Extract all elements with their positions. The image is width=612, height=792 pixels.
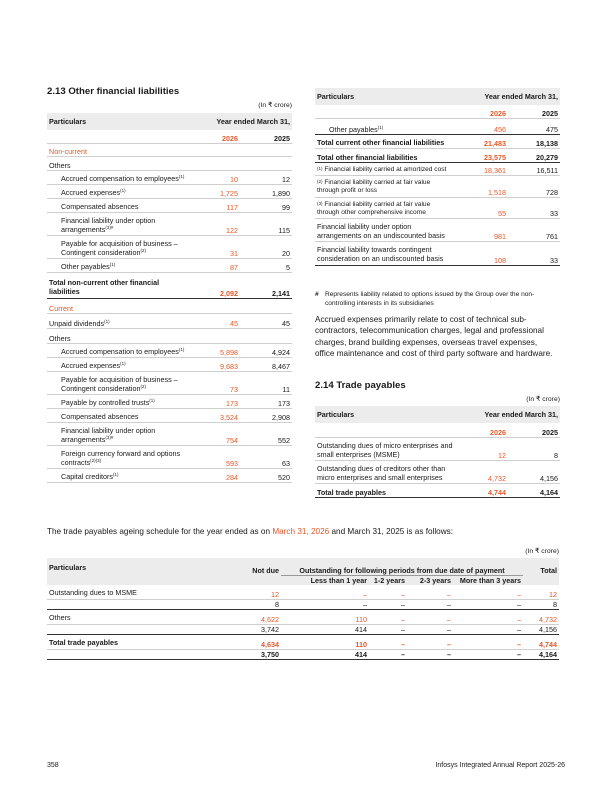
row-sup: (1) — [149, 398, 155, 403]
row-label: Payable for acquisition of business – Contingent consideration$^{(2)}$ — [47, 236, 188, 259]
row-label: Financial liability under option arrangements$^{(3)\#}$ — [47, 423, 188, 446]
current-row — [47, 395, 292, 409]
ageing-row — [47, 649, 559, 659]
head-particulars: Particulars — [47, 113, 188, 130]
current-row — [47, 423, 292, 446]
row-value-2026: 4,732 — [456, 461, 508, 484]
ageing-cell: 3,750 — [227, 649, 281, 659]
ageing-cell: 414 — [281, 624, 369, 634]
row-value-2026: 754 — [188, 423, 240, 446]
ageing-sub-1-2: 1-2 years — [369, 575, 407, 585]
ageing-cell: 8 — [523, 599, 559, 609]
trade-payable-row — [315, 438, 560, 461]
ageing-table — [47, 558, 559, 660]
other-payables-2025: 475 — [508, 119, 560, 135]
year-2026-cont: 2026 — [456, 105, 508, 119]
ageing-row-label — [47, 649, 227, 659]
row-sup: (1) — [178, 174, 185, 179]
table-213-left — [47, 113, 292, 483]
ageing-head-notdue: Not due — [227, 558, 281, 575]
total-other-label: Total other financial liabilities — [315, 149, 456, 163]
section-214-title: 2.14 Trade payables — [315, 380, 406, 391]
row-value-2025: 63 — [240, 446, 292, 469]
row-value-2026: 284 — [188, 469, 240, 483]
row-label: Payable for acquisition of business – Contingent consideration$^{(2)}$ — [47, 372, 188, 395]
row-value-2025: 5 — [240, 259, 292, 273]
year-2025-cont: 2025 — [508, 105, 560, 119]
row-value-2025: 11 — [240, 372, 292, 395]
ageing-cell: – — [369, 609, 407, 624]
ageing-cell: – — [281, 599, 369, 609]
ageing-cell: 12 — [227, 585, 281, 600]
row-sup: (1) — [109, 262, 116, 267]
current-row — [47, 358, 292, 372]
ageing-head-group: Outstanding for following periods from due date of payment — [281, 558, 523, 575]
row-value-2026: 3,524 — [188, 409, 240, 423]
total-noncurrent-2026: 2,092 — [188, 273, 240, 299]
current-row — [47, 409, 292, 423]
noncurrent-row — [47, 199, 292, 213]
row-label: Compensated absences — [47, 409, 188, 423]
row-value-2026: 9,683 — [188, 358, 240, 372]
row-sup: (2) — [140, 384, 147, 389]
row-label: $^{(1)}$ Financial liability carried at amortized cost — [315, 163, 456, 176]
row-label: Capital creditors$^{(1)}$ — [47, 469, 188, 483]
head-particulars-214: Particulars — [315, 406, 456, 423]
ageing-head-particulars: Particulars — [47, 558, 227, 575]
ageing-cell: – — [407, 649, 453, 659]
other-payables-label: Other payables$^{(1)}$ — [315, 119, 456, 135]
total-trade-payables-2026: 4,744 — [456, 484, 508, 498]
row-label: Outstanding dues of micro enterprises and small enterprises (MSME) — [315, 438, 456, 461]
current-row — [47, 446, 292, 469]
total-other-2025: 20,279 — [508, 149, 560, 163]
ageing-sub-2-3: 2-3 years — [407, 575, 453, 585]
trade-payable-rows — [315, 438, 560, 484]
row-label: Payable by controlled trusts$^{(1)}$ — [47, 395, 188, 409]
fair-value-row — [315, 163, 560, 176]
unpaid-dividends-2026: 45 — [188, 314, 240, 329]
noncurrent-row — [47, 213, 292, 236]
ageing-row-label — [47, 599, 227, 609]
ageing-cell: 4,156 — [523, 624, 559, 634]
footnote — [315, 291, 560, 308]
row-value-2025: 8,467 — [240, 358, 292, 372]
head-year-214: Year ended March 31, — [456, 406, 560, 423]
contingent-undiscounted-2025: 33 — [508, 242, 560, 266]
row-sup: (1) — [178, 347, 185, 352]
others-label-current: Others — [47, 329, 292, 344]
row-label: Financial liability under option arrangements$^{(3)\#}$ — [47, 213, 188, 236]
others-label: Others — [47, 157, 292, 171]
ageing-rows — [47, 585, 559, 660]
ageing-cell: – — [407, 634, 453, 649]
row-sup: (3)# — [105, 435, 114, 440]
ageing-cell: – — [369, 585, 407, 600]
ageing-cell: – — [369, 599, 407, 609]
row-value-2025: 12 — [240, 171, 292, 185]
current-row — [47, 372, 292, 395]
ageing-sub-gt3: More than 3 years — [453, 575, 523, 585]
row-value-2025: 552 — [240, 423, 292, 446]
year-2025-214: 2025 — [508, 423, 560, 438]
unpaid-dividends-label: Unpaid dividends$^{(1)}$ — [47, 314, 188, 329]
ageing-cell: – — [453, 585, 523, 600]
ageing-row — [47, 585, 559, 600]
head-year-cont: Year ended March 31, — [456, 88, 560, 105]
ageing-cell: – — [453, 609, 523, 624]
row-label: $^{(2)}$ Financial liability carried at fair value through profit or loss — [315, 176, 456, 197]
ageing-cell: – — [453, 624, 523, 634]
row-value-2026: 5,898 — [188, 344, 240, 358]
noncurrent-row — [47, 185, 292, 199]
section-213-title: 2.13 Other financial liabilities — [47, 86, 180, 97]
year-2026-214: 2026 — [456, 423, 508, 438]
noncurrent-label: Non-current — [47, 144, 292, 157]
row-value-2026: 73 — [188, 372, 240, 395]
row-value-2025: 1,890 — [240, 185, 292, 199]
row-label: Accrued expenses$^{(1)}$ — [47, 185, 188, 199]
ageing-cell: 110 — [281, 609, 369, 624]
ageing-row — [47, 634, 559, 649]
footnote-text: Represents liability related to options issued by the Group over the non-controlling interests in its subsidiaries — [325, 291, 535, 307]
option-undiscounted-label: Financial liability under option arrangements on an undiscounted basis — [315, 219, 456, 242]
fair-value-rows — [315, 163, 560, 219]
noncurrent-row — [47, 259, 292, 273]
ageing-cell: – — [281, 585, 369, 600]
row-value-2026: 55 — [456, 197, 508, 218]
ageing-cell: 3,742 — [227, 624, 281, 634]
contingent-undiscounted-label: Financial liability towards contingent consideration on an undiscounted basis — [315, 242, 456, 266]
ageing-cell: 12 — [523, 585, 559, 600]
row-sup: (3) — [317, 200, 323, 206]
current-row — [47, 469, 292, 483]
fair-value-row — [315, 176, 560, 197]
row-value-2025: 728 — [508, 176, 560, 197]
row-value-2025: 33 — [508, 197, 560, 218]
ageing-cell: – — [407, 599, 453, 609]
option-undiscounted-2026: 981 — [456, 219, 508, 242]
row-value-2025: 8 — [508, 438, 560, 461]
ageing-cell: – — [369, 649, 407, 659]
ageing-cell: 4,622 — [227, 609, 281, 624]
row-value-2026: 593 — [188, 446, 240, 469]
table-213-right — [315, 88, 560, 266]
row-value-2025: 115 — [240, 213, 292, 236]
ageing-cell: 414 — [281, 649, 369, 659]
ageing-cell: 110 — [281, 634, 369, 649]
ageing-row-label: Total trade payables — [47, 634, 227, 649]
ageing-row-label — [47, 624, 227, 634]
row-value-2026: 18,361 — [456, 163, 508, 176]
row-value-2025: 16,511 — [508, 163, 560, 176]
ageing-row-label: Outstanding dues to MSME — [47, 585, 227, 600]
row-sup: (3)# — [105, 225, 114, 230]
row-label: Accrued compensation to employees$^{(1)}$ — [47, 171, 188, 185]
ageing-row — [47, 609, 559, 624]
ageing-row — [47, 624, 559, 634]
row-value-2026: 10 — [188, 171, 240, 185]
row-sup: (2)(3) — [90, 458, 102, 463]
row-value-2025: 4,156 — [508, 461, 560, 484]
row-label: Other payables$^{(1)}$ — [47, 259, 188, 273]
ageing-cell: – — [453, 634, 523, 649]
row-sup: (2) — [140, 248, 147, 253]
table-214 — [315, 406, 560, 498]
total-current-label: Total current other financial liabilities — [315, 135, 456, 149]
total-current-2025: 18,138 — [508, 135, 560, 149]
row-label: Outstanding dues of creditors other than micro enterprises and small enterprises — [315, 461, 456, 484]
head-year: Year ended March 31, — [188, 113, 292, 130]
year-2025: 2025 — [240, 130, 292, 144]
row-value-2025: 20 — [240, 236, 292, 259]
ageing-row-label: Others — [47, 609, 227, 624]
row-sup: (1) — [120, 188, 126, 193]
ageing-cell: – — [369, 634, 407, 649]
ageing-unit: (In ₹ crore) — [525, 548, 559, 555]
noncurrent-rows — [47, 171, 292, 273]
ageing-cell: 4,732 — [523, 609, 559, 624]
option-undiscounted-2025: 761 — [508, 219, 560, 242]
ageing-cell: – — [369, 624, 407, 634]
row-label: Foreign currency forward and options contracts$^{(2)(3)}$ — [47, 446, 188, 469]
ageing-sub-lt1: Less than 1 year — [281, 575, 369, 585]
ageing-cell: – — [407, 609, 453, 624]
section-214-unit: (In ₹ crore) — [526, 396, 560, 403]
ageing-row — [47, 599, 559, 609]
row-sup: (2) — [317, 179, 323, 185]
report-title: Infosys Integrated Annual Report 2025-26 — [435, 762, 565, 769]
row-label: Accrued compensation to employees$^{(1)}$ — [47, 344, 188, 358]
ageing-cell: – — [407, 624, 453, 634]
total-trade-payables-label: Total trade payables — [315, 484, 456, 498]
current-row — [47, 344, 292, 358]
row-value-2026: 122 — [188, 213, 240, 236]
row-label: $^{(3)}$ Financial liability carried at fair value through other comprehensive income — [315, 197, 456, 218]
accrued-expenses-paragraph: Accrued expenses primarily relate to cost of technical sub-contractors, telecommunication charges, legal and professional charges, brand building expenses, overseas travel expenses, office maintenance and cost of third party software and hardware. — [315, 315, 553, 359]
row-label: Accrued expenses$^{(1)}$ — [47, 358, 188, 372]
current-label: Current — [47, 299, 292, 314]
ageing-cell: 4,164 — [523, 649, 559, 659]
ageing-cell: – — [453, 599, 523, 609]
ageing-cell: 8 — [227, 599, 281, 609]
other-payables-2026: 456 — [456, 119, 508, 135]
row-value-2025: 99 — [240, 199, 292, 213]
head-particulars-cont: Particulars — [315, 88, 456, 105]
row-value-2025: 520 — [240, 469, 292, 483]
ageing-cell: 4,634 — [227, 634, 281, 649]
ageing-cell: – — [407, 585, 453, 600]
total-other-2026: 23,575 — [456, 149, 508, 163]
page-number: 358 — [47, 762, 59, 769]
row-value-2026: 117 — [188, 199, 240, 213]
footnote-mark: # — [315, 291, 319, 298]
row-value-2025: 2,908 — [240, 409, 292, 423]
ageing-intro: The trade payables ageing schedule for the year ended as on March 31, 2026 and March 31, 2025 is as follows: — [47, 527, 454, 536]
row-value-2026: 87 — [188, 259, 240, 273]
total-noncurrent-label: Total non-current other financial liabilities — [47, 273, 188, 299]
row-label: Compensated absences — [47, 199, 188, 213]
ageing-cell: – — [453, 649, 523, 659]
row-value-2026: 12 — [456, 438, 508, 461]
row-sup: (1) — [317, 166, 323, 171]
total-current-2026: 21,483 — [456, 135, 508, 149]
current-rows — [47, 344, 292, 483]
ageing-cell: 4,744 — [523, 634, 559, 649]
row-sup: (1) — [120, 361, 126, 366]
row-sup: (1) — [112, 472, 119, 477]
row-value-2026: 1,518 — [456, 176, 508, 197]
noncurrent-row — [47, 171, 292, 185]
total-noncurrent-2025: 2,141 — [240, 273, 292, 299]
row-value-2026: 173 — [188, 395, 240, 409]
row-value-2025: 4,924 — [240, 344, 292, 358]
ageing-head-total: Total — [523, 558, 559, 575]
row-value-2025: 173 — [240, 395, 292, 409]
noncurrent-row — [47, 236, 292, 259]
year-2026: 2026 — [188, 130, 240, 144]
fair-value-row — [315, 197, 560, 218]
trade-payable-row — [315, 461, 560, 484]
contingent-undiscounted-2026: 108 — [456, 242, 508, 266]
unpaid-dividends-2025: 45 — [240, 314, 292, 329]
total-trade-payables-2025: 4,164 — [508, 484, 560, 498]
section-213-unit: (In ₹ crore) — [258, 102, 292, 109]
row-value-2026: 31 — [188, 236, 240, 259]
row-value-2026: 1,725 — [188, 185, 240, 199]
